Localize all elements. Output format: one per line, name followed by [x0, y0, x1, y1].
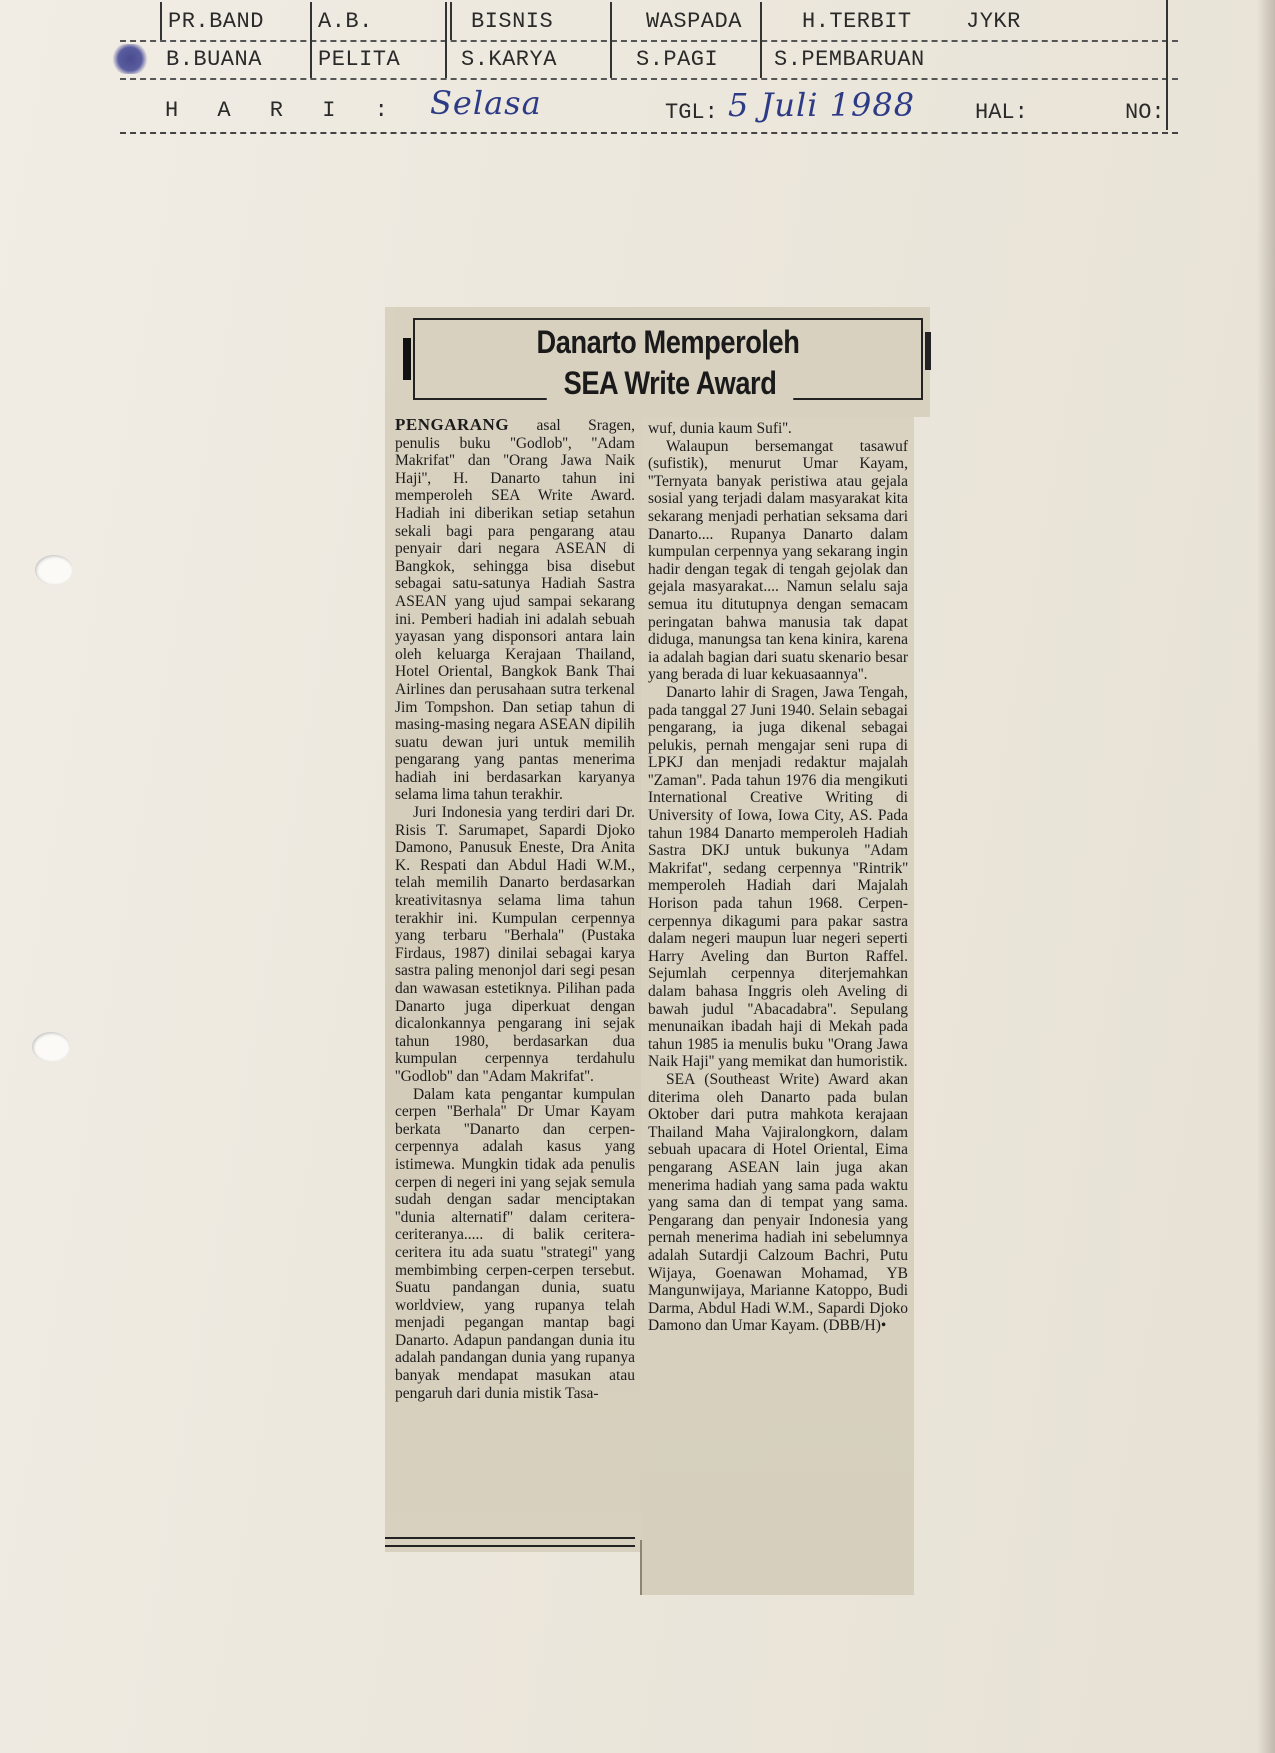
form-cell: S.KARYA [445, 40, 610, 78]
article-column-right [648, 420, 908, 1335]
column-gutter-line [640, 1540, 642, 1595]
date-handwritten: 5 Juli 1988 [728, 86, 916, 124]
column-end-rule [385, 1537, 635, 1547]
frame-bar-left [403, 338, 411, 380]
headline-line-2: SEA Write Award [547, 365, 794, 402]
day-handwritten: Selasa [430, 84, 542, 122]
form-cell: PELITA [310, 40, 450, 78]
form-row-2 [120, 40, 1178, 80]
clipping-form-header [120, 0, 1178, 135]
lead-word: PENGARANG [395, 415, 510, 434]
form-cell: A.B. [310, 2, 450, 40]
form-cell: BISNIS [445, 2, 625, 40]
frame-bar-right [925, 332, 931, 370]
number-label: NO: [1125, 100, 1165, 125]
form-cell: JYKR [966, 9, 1021, 34]
article-paragraph: Danarto lahir di Sragen, Jawa Tengah, pada tanggal 27 Juni 1940. Selain sebagai pengarang, ia juga dikenal sebagai pelukis, pernah mengajar seni rupa di LPKJ dan menjadi redaktur majalah ''Zaman''. Pada tahun 1976 dia mengikuti International Creative Writing di University of Iowa, Iowa City, AS. Pada tahun 1984 Danarto memperoleh Hadiah Sastra DKJ untuk bukunya ''Adam Makrifat'', sedang cerpennya ''Rintrik'' memperoleh Hadiah dari Majalah Horison pada tahun 1968. Cerpen-cerpennya dikagumi para pakar sastra dalam negeri maupun luar negeri seperti Harry Aveling dan Burton Raffel. Sejumlah cerpennya diterjemahkan dalam bahasa Inggris oleh Aveling di bawah judul ''Abacadabra''. Sepulang menunaikan ibadah haji di Mekah pada tahun 1985 ia menulis buku ''Orang Jawa Naik Haji'' yang memikat dan humoristik. [648, 683, 908, 1071]
form-cell: H.TERBIT [760, 2, 960, 40]
article-paragraph: Walaupun bersemangat tasawuf (sufistik), menurut Umar Kayam, ''Ternyata banyak peristiwa atau gejala sosial yang terjadi dalam masyarakat kita sekarang menjadi perhatian seksama dari Danarto.... Rupanya Danarto dalam kumpulan cerpennya yang sekarang ingin hadir dengan tegak di tengah gejolak dan gejala masyarakat.... Namun selalu saja semua itu ditutupnya dengan semacam peringatan bahwa manusia tak dapat diduga, manungsa tan kena kinira, karena ia adalah bagian dari suatu skenario besar yang berada di luar kekuasaannya''. [648, 437, 908, 684]
punch-hole-top [35, 555, 73, 585]
date-label: TGL: [665, 100, 718, 125]
day-label: H A R I : [165, 98, 401, 123]
form-row-1 [120, 2, 1178, 42]
form-day-row [120, 84, 1178, 134]
form-cell: S.PAGI [610, 40, 760, 78]
form-cell: S.PEMBARUAN [760, 40, 1020, 78]
article-paragraph [395, 416, 635, 804]
article-paragraph: SEA (Southeast Write) Award akan diterima oleh Danarto pada bulan Oktober dari putra mahkota kerajaan Thailand Maha Vajiralongkorn, dalam sebuah upacara di Hotel Oriental, Eima pengarang ASEAN lain juga akan menerima hadiah yang sama pada waktu yang sama dan di tempat yang sama. Pengarang dan penyair Indonesia yang pernah menerima hadiah ini sebelumnya adalah Sutardji Calzoum Bachri, Putu Wijaya, Goenawan Mohamad, YB Mangunwijaya, Marianne Katoppo, Budi Darma, Abdul Hadi W.M., Sapardi Djoko Damono dan Umar Kayam. (DBB/H)• [648, 1070, 908, 1335]
page-label: HAL: [975, 100, 1028, 125]
form-cell: PR.BAND [160, 2, 310, 40]
article-column-left [395, 416, 635, 1402]
headline-line-1: Danarto Memperoleh [536, 324, 800, 360]
article-paragraph: Juri Indonesia yang terdiri dari Dr. Risis T. Sarumapet, Sapardi Djoko Damono, Panusuk Eneste, Dra Anita K. Respati dan Abdul Hadi W.M., telah memilih Danarto berdasarkan kreativitasnya selama lima tahun terakhir ini. Kumpulan cerpennya yang terbaru ''Berhala'' (Pustaka Firdaus, 1987) dinilai sebagai karya sastra paling menonjol dari segi pesan dan wawasan estetiknya. Pilihan pada Danarto juga diperkuat dengan dicalonkannya pengarang ini sejak tahun 1980, berdasarkan dua kumpulan cerpennya terdahulu ''Godlob'' dan ''Adam Makrifat''. [395, 804, 635, 1085]
article-paragraph: wuf, dunia kaum Sufi''. [648, 420, 792, 437]
page-edge-shadow [1257, 0, 1275, 1753]
paragraph-text: asal Sragen, penulis buku ''Godlob'', ''Adam Makrifat'' dan ''Orang Jawa Naik Haji'', H. Danarto tahun ini memperoleh SEA Write Award. Hadiah ini diberikan setiap setahun sekali bagi para pengarang atau penyair dari negara ASEAN di Bangkok, sehingga bisa disebut sebagai satu-satunya Hadiah Sastra ASEAN yang ujud sampai sekarang ini. Pemberi hadiah ini adalah sebuah yayasan yang disponsori antara lain oleh keluarga Kerajaan Thailand, Hotel Oriental, Bangkok Bank Thai Airlines dan perusahaan sutra terkenal Jim Tompshon. Dan setiap tahun di masing-masing negara ASEAN dipilih suatu dewan juri untuk memilih pengarang yang pantas menerima hadiah ini berdasarkan karyanya selama lima tahun terakhir. [395, 417, 636, 804]
form-cell: B.BUANA [166, 47, 262, 72]
punch-hole-bottom [32, 1032, 70, 1062]
article-paragraph: Dalam kata pengantar kumpulan cerpen ''Berhala'' Dr Umar Kayam berkata ''Danarto dan cerpen-cerpennya adalah kasus yang istimewa. Mungkin tidak ada penulis cerpen di negeri ini yang sejak semula sudah dengan sadar menciptakan ''dunia alternatif'' dalam ceritera-ceriteranya..... di balik ceritera-ceritera itu ada suatu ''strategi'' yang membimbing cerpen-cerpen tersebut. Suatu pandangan dunia, suatu worldview, yang rupanya telah menjadi pegangan mantap bagi Danarto. Adapun pandangan dunia itu adalah pandangan dunia yang rupanya banyak mendapat masukan atau pengaruh dari dunia mistik Tasa- [395, 1085, 635, 1402]
form-cell: WASPADA [610, 2, 770, 40]
headline-frame [413, 318, 923, 400]
